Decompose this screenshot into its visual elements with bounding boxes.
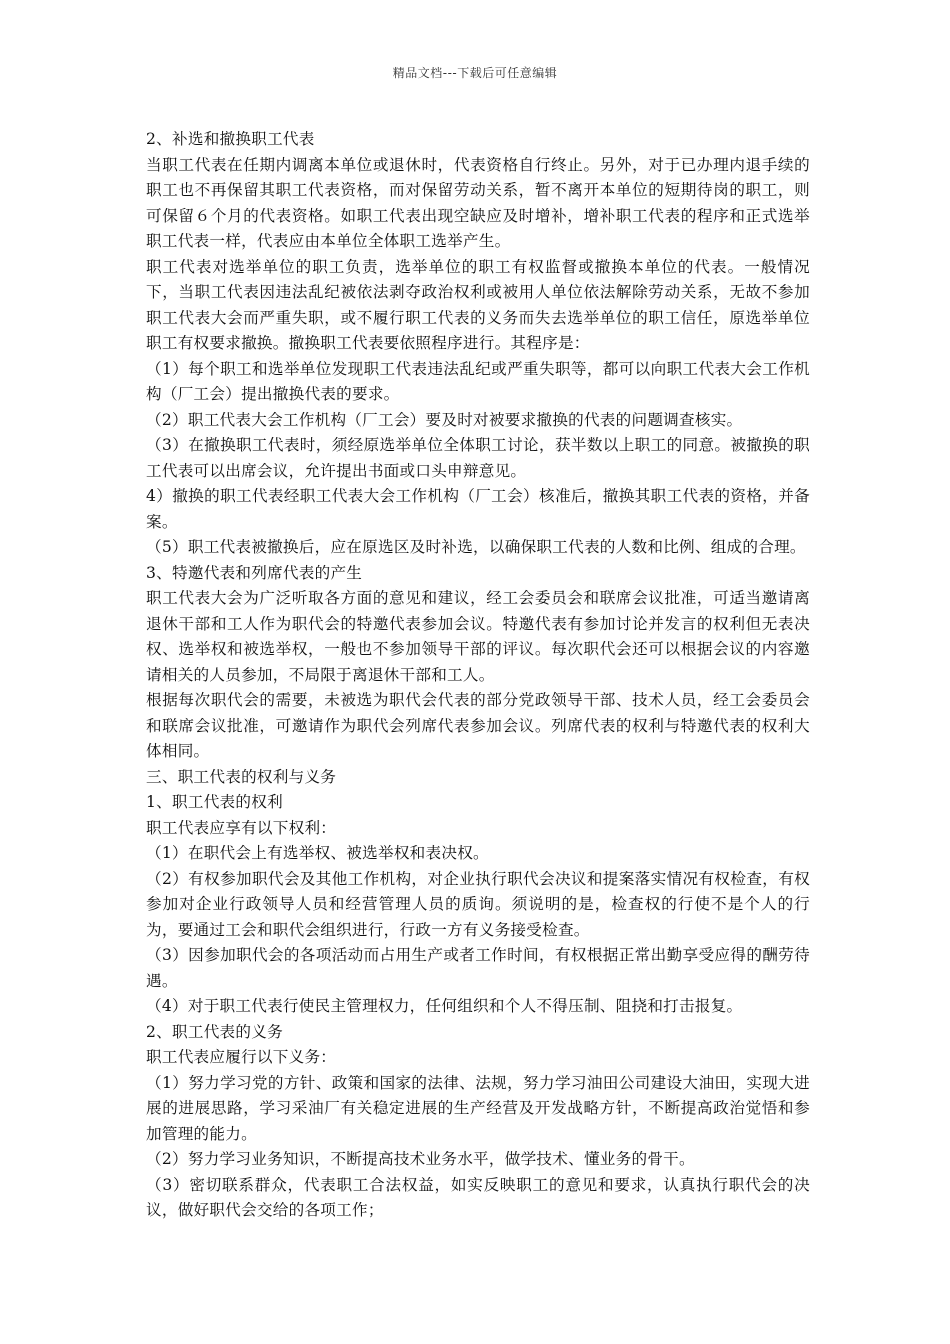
section-heading-duties: 2、职工代表的义务	[146, 1022, 283, 1041]
list-item: （4）对于职工代表行使民主管理权力，任何组织和个人不得压制、阻挠和打击报复。	[146, 997, 743, 1015]
paragraph: 根据每次职代会的需要，未被选为职代会代表的部分党政领导干部、技术人员，经工会委员会和联席会议批准，可邀请作为职代会列席代表参加会议。列席代表的权利与特邀代表的权利大体相同。	[146, 691, 810, 760]
list-item: （2）职工代表大会工作机构（厂工会）要及时对被要求撤换的代表的问题调查核实。	[146, 410, 743, 429]
section-heading-special-delegates: 3、特邀代表和列席代表的产生	[146, 563, 363, 582]
list-item: （5）职工代表被撤换后，应在原选区及时补选，以确保职工代表的人数和比例、组成的合理。	[146, 538, 806, 556]
section-heading-rights: 1、职工代表的权利	[146, 793, 283, 811]
list-item: （3）在撤换职工代表时，须经原选举单位全体职工讨论，获半数以上职工的同意。被撤换的职工代表可以出席会议，允许提出书面或口头申辩意见。	[146, 436, 810, 480]
list-item: （1）每个职工和选举单位发现职工代表违法乱纪或严重失职等，都可以向职工代表大会工作机构（厂工会）提出撤换代表的要求。	[146, 359, 810, 403]
paragraph: 职工代表应履行以下义务：	[146, 1048, 337, 1066]
list-item: （2）努力学习业务知识，不断提高技术业务水平，做学技术、懂业务的骨干。	[146, 1150, 695, 1168]
list-item: （1）在职代会上有选举权、被选举权和表决权。	[146, 844, 489, 862]
page-header: 精品文档---下载后可任意编辑	[392, 66, 558, 80]
paragraph: 职工代表大会为广泛听取各方面的意见和建议，经工会委员会和联席会议批准，可适当邀请离退休干部和工人作为职代会的特邀代表参加会议。特邀代表有参加讨论并发言的权利但无表决权、选举权和被选举权，一般也不参加领导干部的评议。每次职代会还可以根据会议的内容邀请相关的人员参加，不局限于离退休干部和工人。	[146, 589, 810, 684]
list-item: （2）有权参加职代会及其他工作机构，对企业执行职代会决议和提案落实情况有权检查，有权参加对企业行政领导人员和经营管理人员的质询。须说明的是，检查权的行使不是个人的行为，要通过工会和职代会组织进行，行政一方有义务接受检查。	[146, 869, 810, 939]
list-item: 4）撤换的职工代表经职工代表大会工作机构（厂工会）核准后，撤换其职工代表的资格，并备案。	[146, 487, 810, 531]
paragraph: 职工代表对选举单位的职工负责，选举单位的职工有权监督或撤换本单位的代表。一般情况下，当职工代表因违法乱纪被依法剥夺政治权利或被用人单位依法解除劳动关系，无故不参加职工代表大会而严重失职，或不履行职工代表的义务而失去选举单位的职工信任，原选举单位职工有权要求撤换。撤换职工代表要依照程序进行。其程序是：	[146, 257, 810, 352]
list-item: （3）因参加职代会的各项活动而占用生产或者工作时间，有权根据正常出勤享受应得的酬劳待遇。	[146, 946, 810, 990]
paragraph: 职工代表应享有以下权利：	[146, 818, 337, 837]
list-item: （1）努力学习党的方针、政策和国家的法律、法规，努力学习油田公司建设大油田，实现大进展的进展思路，学习采油厂有关稳定进展的生产经营及开发战略方针，不断提高政治觉悟和参加管理的能力。	[146, 1073, 810, 1143]
section-heading-by-election: 2、补选和撤换职工代表	[146, 130, 315, 148]
document-body	[146, 127, 810, 1224]
chapter-heading-rights-duties: 三、职工代表的权利与义务	[146, 767, 337, 786]
list-item: （3）密切联系群众，代表职工合法权益，如实反映职工的意见和要求，认真执行职代会的决议，做好职代会交给的各项工作；	[146, 1175, 810, 1219]
paragraph: 当职工代表在任期内调离本单位或退休时，代表资格自行终止。另外，对于已办理内退手续的职工也不再保留其职工代表资格，而对保留劳动关系，暂不离开本单位的短期待岗的职工，则可保留６个月的代表资格。如职工代表出现空缺应及时增补，增补职工代表的程序和正式选举职工代表一样，代表应由本单位全体职工选举产生。	[146, 155, 810, 250]
